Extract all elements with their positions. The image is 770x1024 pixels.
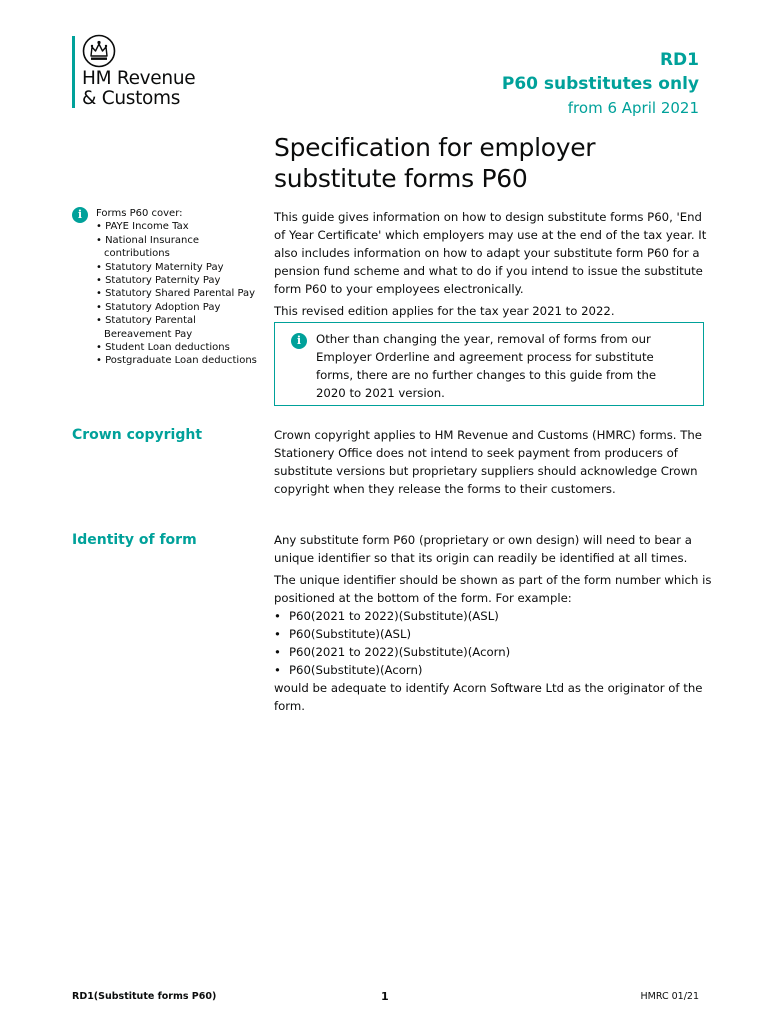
list-item: • PAYE Income Tax: [96, 220, 266, 233]
crown-crest-icon: [82, 34, 116, 68]
identity-examples-list: [274, 607, 714, 679]
list-item: • Statutory Adoption Pay: [96, 301, 266, 314]
sidebar-note: [96, 207, 266, 368]
footer-form-reference: RD1(Substitute forms P60): [72, 991, 217, 1002]
sidebar-heading: Forms P60 cover:: [96, 208, 183, 219]
form-code: RD1: [659, 50, 699, 70]
list-item: • Postgraduate Loan deductions: [96, 354, 266, 367]
form-date: from 6 April 2021: [567, 99, 699, 117]
intro-section: [274, 208, 714, 324]
list-item: • P60(2021 to 2022)(Substitute)(ASL): [274, 607, 714, 625]
section-title-identity: Identity of form: [72, 532, 197, 548]
info-icon: i: [72, 207, 88, 223]
copyright-paragraph: Crown copyright applies to HM Revenue and Customs (HMRC) forms. The Stationery Office does not intend to seek payment from producers of substitute versions but proprietary suppliers should acknowledge Crown copyright when they release the forms to their customers.: [274, 428, 702, 496]
page-title: Specification for employer substitute forms P60: [274, 133, 596, 193]
hmrc-logo-text: [82, 69, 195, 109]
identity-paragraph-2: The unique identifier should be shown as part of the form number which is positioned at the bottom of the form. For example:: [274, 573, 712, 605]
form-header: [502, 49, 699, 119]
info-icon: i: [291, 333, 307, 349]
sidebar-list: [96, 220, 266, 367]
list-item: • Statutory Parental Bereavement Pay: [96, 314, 266, 341]
footer-version: HMRC 01/21: [640, 991, 699, 1002]
list-item: • Student Loan deductions: [96, 341, 266, 354]
logo-accent-bar: [72, 36, 75, 108]
crown-copyright-section: [274, 426, 714, 502]
form-subtitle: P60 substitutes only: [501, 74, 699, 94]
callout-text: Other than changing the year, removal of forms from our Employer Orderline and agreement process for substitute forms, there are no further changes to this guide from the 2020 to 2021 version.: [316, 332, 657, 400]
list-item: • P60(Substitute)(Acorn): [274, 661, 714, 679]
list-item: • Statutory Shared Parental Pay: [96, 287, 266, 300]
list-item: • Statutory Maternity Pay: [96, 261, 266, 274]
page-number: 1: [381, 990, 389, 1003]
info-callout-box: [274, 322, 704, 406]
identity-section: [274, 531, 714, 719]
intro-paragraph-2: This revised edition applies for the tax year 2021 to 2022.: [274, 304, 615, 318]
intro-paragraph-1: This guide gives information on how to design substitute forms P60, 'End of Year Certificate' which employers may use at the end of the tax year. It also includes information on how to adapt your substitute form P60 for a pension fund scheme and what to do if you intend to issue the substitute form P60 to your employees electronically.: [274, 210, 707, 296]
list-item: • P60(Substitute)(ASL): [274, 625, 714, 643]
list-item: • P60(2021 to 2022)(Substitute)(Acorn): [274, 643, 714, 661]
logo-line-1: HM Revenue: [82, 68, 196, 89]
identity-paragraph-3: would be adequate to identify Acorn Software Ltd as the originator of the form.: [274, 681, 703, 713]
section-title-crown-copyright: Crown copyright: [72, 427, 203, 443]
list-item: • Statutory Paternity Pay: [96, 274, 266, 287]
logo-line-2: & Customs: [82, 88, 181, 109]
list-item: • National Insurance contributions: [96, 234, 266, 261]
identity-paragraph-1: Any substitute form P60 (proprietary or own design) will need to bear a unique identifier so that its origin can readily be identified at all times.: [274, 533, 692, 565]
